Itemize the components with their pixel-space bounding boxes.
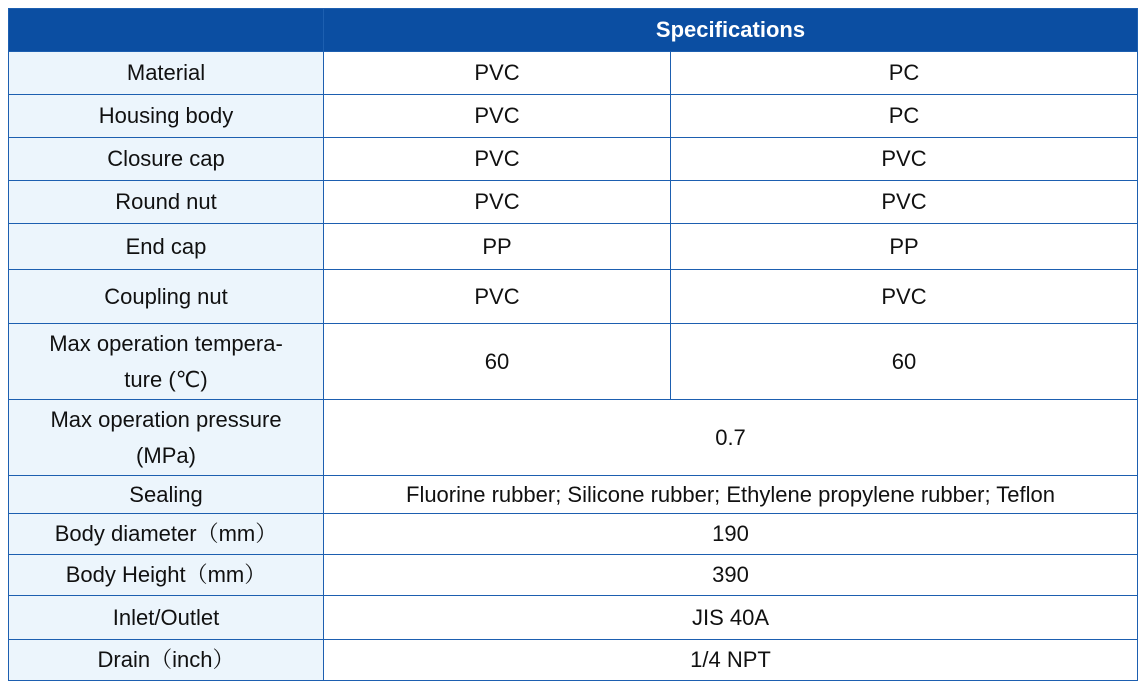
table-row-inlet-outlet xyxy=(9,596,1138,640)
cell-value-a: PVC xyxy=(324,138,671,181)
cell-value-a: PVC xyxy=(324,270,671,324)
cell-value-b: PC xyxy=(671,95,1138,138)
row-label: Sealing xyxy=(9,476,324,514)
table-row-material xyxy=(9,52,1138,95)
row-label xyxy=(9,324,324,400)
cell-value-a: PVC xyxy=(324,181,671,224)
table-row-body-diameter xyxy=(9,514,1138,555)
cell-value-b: 60 xyxy=(671,324,1138,400)
cell-value-b: PC xyxy=(671,52,1138,95)
table-row-drain xyxy=(9,640,1138,681)
row-label-line-1: Max operation tempera- xyxy=(49,331,283,357)
cell-value-a: PVC xyxy=(324,95,671,138)
cell-value-merged: JIS 40A xyxy=(324,596,1138,640)
row-label: End cap xyxy=(9,224,324,270)
specifications-header: Specifications xyxy=(324,9,1138,52)
cell-value-merged: 0.7 xyxy=(324,400,1138,476)
row-label: Body diameter（mm） xyxy=(9,514,324,555)
table-row-housing-body xyxy=(9,95,1138,138)
cell-value-merged: 390 xyxy=(324,555,1138,596)
cell-value-b: PVC xyxy=(671,270,1138,324)
row-label: Drain（inch） xyxy=(9,640,324,681)
table-row-max-temperature xyxy=(9,324,1138,400)
row-label: Closure cap xyxy=(9,138,324,181)
row-label xyxy=(9,400,324,476)
row-label: Body Height（mm） xyxy=(9,555,324,596)
cell-value-merged: 1/4 NPT xyxy=(324,640,1138,681)
cell-value-b: PVC xyxy=(671,181,1138,224)
table-row-round-nut xyxy=(9,181,1138,224)
header-row xyxy=(9,9,1138,52)
row-label: Round nut xyxy=(9,181,324,224)
row-label-line-2: (MPa) xyxy=(136,442,196,468)
row-label: Material xyxy=(9,52,324,95)
cell-value-a: PP xyxy=(324,224,671,270)
header-corner-cell xyxy=(9,9,324,52)
row-label: Inlet/Outlet xyxy=(9,596,324,640)
specifications-table xyxy=(8,8,1138,681)
table-row-body-height xyxy=(9,555,1138,596)
cell-value-b: PVC xyxy=(671,138,1138,181)
row-label-line-1: Max operation pressure xyxy=(50,407,282,433)
cell-value-a: PVC xyxy=(324,52,671,95)
table-row-closure-cap xyxy=(9,138,1138,181)
table-row-end-cap xyxy=(9,224,1138,270)
cell-value-b: PP xyxy=(671,224,1138,270)
table-row-sealing xyxy=(9,476,1138,514)
table-row-max-pressure xyxy=(9,400,1138,476)
row-label-line-2: ture (℃) xyxy=(124,366,208,392)
row-label: Coupling nut xyxy=(9,270,324,324)
cell-value-merged: 190 xyxy=(324,514,1138,555)
row-label: Housing body xyxy=(9,95,324,138)
cell-value-a: 60 xyxy=(324,324,671,400)
cell-value-merged: Fluorine rubber; Silicone rubber; Ethylene propylene rubber; Teflon xyxy=(324,476,1138,514)
table-row-coupling-nut xyxy=(9,270,1138,324)
